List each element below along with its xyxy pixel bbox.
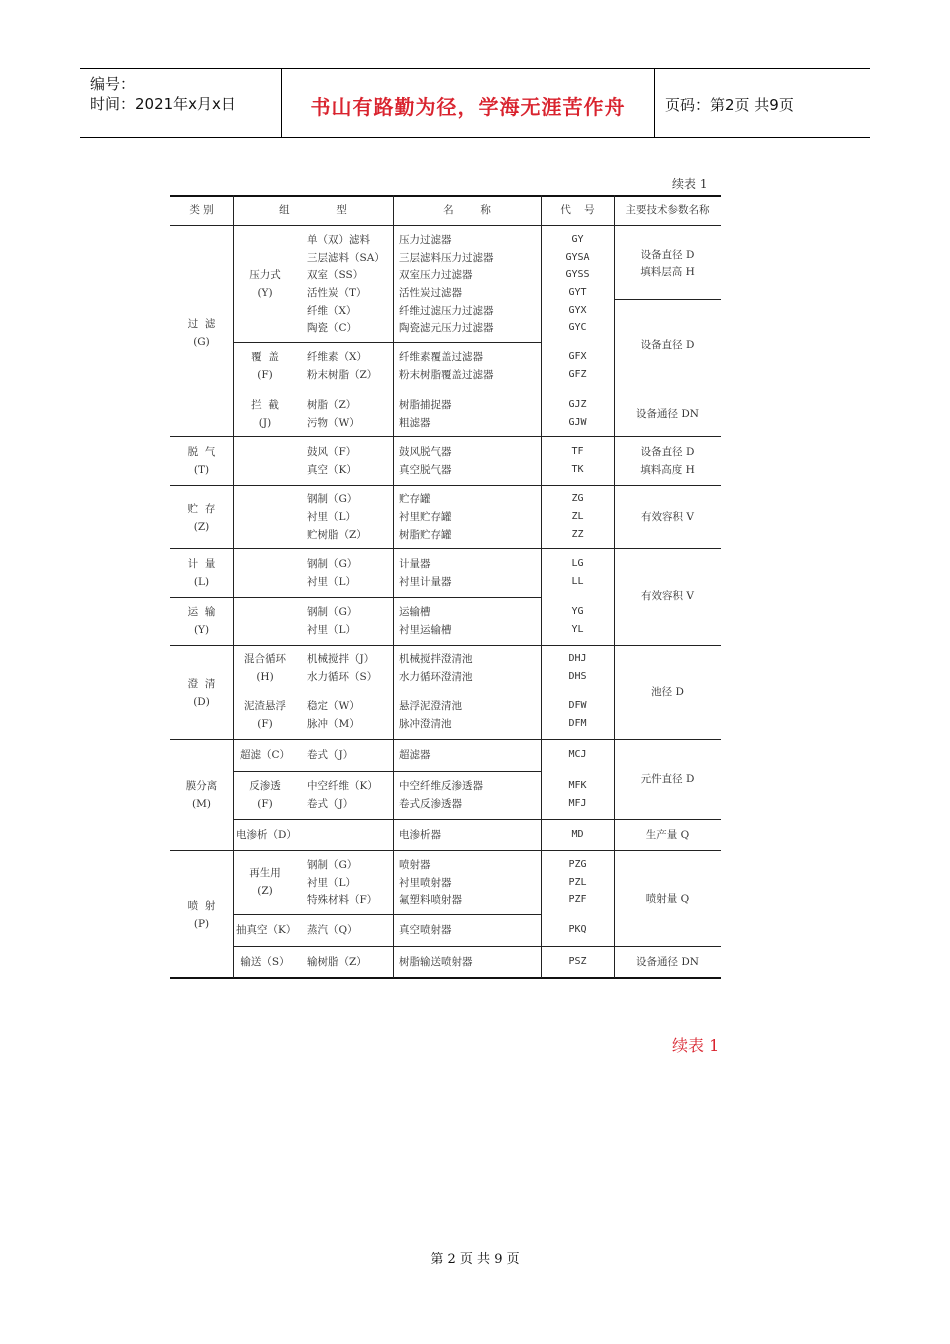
- category-name: 喷 射: [187, 900, 216, 912]
- row-type: 树脂（Z）: [307, 399, 357, 411]
- row-name: 衬里喷射器: [399, 877, 452, 889]
- param-label: 设备直径 D: [640, 339, 695, 351]
- row-name: 水力循环澄清池: [399, 671, 473, 683]
- row-name: 悬浮泥澄清池: [399, 700, 462, 712]
- param-label: 设备直径 D: [640, 249, 695, 261]
- row-type: 活性炭（T）: [307, 287, 367, 299]
- column-header-group-type: 组 型: [279, 204, 347, 216]
- param-label: 填料层高 H: [640, 266, 695, 278]
- row-code: DHJ: [568, 653, 587, 664]
- row-type: 纤维素（X）: [307, 351, 367, 363]
- table-rule: [233, 914, 541, 915]
- row-code: MFJ: [568, 798, 587, 809]
- category-code: (Z): [193, 521, 210, 533]
- row-type: 粉末树脂（Z）: [307, 369, 378, 381]
- row-name: 衬里运输槽: [399, 624, 452, 636]
- row-name: 纤维过滤压力过滤器: [399, 305, 494, 317]
- category-name: 膜分离: [185, 780, 218, 792]
- row-name: 压力过滤器: [399, 234, 452, 246]
- row-code: PZL: [568, 877, 587, 888]
- row-code: GFZ: [568, 369, 587, 380]
- row-type: 三层滤料（SA）: [307, 252, 385, 264]
- group-code: (F): [257, 369, 273, 381]
- row-type: 真空（K）: [307, 464, 357, 476]
- row-type: 鼓风（F）: [307, 446, 357, 458]
- row-code: MFK: [568, 780, 587, 791]
- group-name: 输送（S）: [240, 956, 290, 968]
- row-type: 钢制（G）: [307, 558, 358, 570]
- category-name: 过 滤: [187, 318, 216, 330]
- param-label: 元件直径 D: [640, 773, 695, 785]
- row-type: 衬里（L）: [307, 511, 356, 523]
- row-name: 粗滤器: [399, 417, 431, 429]
- column-header-category: 类 别: [189, 204, 214, 216]
- row-type: 衬里（L）: [307, 624, 356, 636]
- equipment-code-table: [170, 0, 721, 1344]
- group-name: 泥渣悬浮: [244, 700, 286, 712]
- row-code: PKQ: [568, 924, 587, 935]
- group-code: (F): [257, 798, 273, 810]
- category-name: 贮 存: [187, 503, 216, 515]
- row-name: 衬里计量器: [399, 576, 452, 588]
- category-name: 澄 清: [187, 678, 216, 690]
- row-code: PZG: [568, 859, 587, 870]
- group-name: 抽真空（K）: [236, 924, 297, 936]
- row-name: 双室压力过滤器: [399, 269, 473, 281]
- category-code: (Y): [193, 624, 210, 636]
- row-name: 贮存罐: [399, 493, 431, 505]
- row-code: GYSA: [565, 252, 590, 263]
- category-code: (M): [192, 798, 211, 810]
- row-name: 电渗析器: [399, 829, 441, 841]
- row-type: 贮树脂（Z）: [307, 529, 367, 541]
- row-code: PZF: [568, 894, 587, 905]
- row-code: MCJ: [568, 749, 587, 760]
- group-name: 反渗透: [249, 780, 281, 792]
- group-code: (J): [258, 417, 272, 429]
- row-code: GYT: [568, 287, 587, 298]
- row-code: YL: [571, 624, 584, 635]
- document-time-label: 时间：2021年x月x日: [90, 95, 236, 113]
- category-code: (P): [193, 918, 210, 930]
- row-type: 蒸汽（Q）: [307, 924, 358, 936]
- row-type: 特殊材料（F）: [307, 894, 378, 906]
- table-column-rule: [233, 195, 234, 978]
- row-code: ZL: [571, 511, 584, 522]
- row-name: 鼓风脱气器: [399, 446, 452, 458]
- category-code: (G): [193, 336, 210, 348]
- row-type: 陶瓷（C）: [307, 322, 358, 334]
- row-name: 中空纤维反渗透器: [399, 780, 483, 792]
- row-type: 钢制（G）: [307, 859, 358, 871]
- row-name: 真空喷射器: [399, 924, 452, 936]
- row-type: 双室（SS）: [307, 269, 364, 281]
- row-code: GYSS: [565, 269, 590, 280]
- row-code: ZG: [571, 493, 584, 504]
- row-name: 三层滤料压力过滤器: [399, 252, 494, 264]
- row-name: 真空脱气器: [399, 464, 452, 476]
- row-name: 树脂输送喷射器: [399, 956, 473, 968]
- row-code: GYX: [568, 305, 587, 316]
- category-name: 计 量: [187, 558, 216, 570]
- table-rule: [170, 645, 721, 646]
- group-code: (H): [256, 671, 274, 683]
- row-name: 氟塑料喷射器: [399, 894, 462, 906]
- table-rule: [170, 548, 721, 549]
- column-header-name: 名 称: [443, 204, 491, 216]
- row-type: 卷式（J）: [307, 798, 354, 810]
- table-rule: [233, 771, 541, 772]
- table-rule: [170, 485, 721, 486]
- row-name: 卷式反渗透器: [399, 798, 462, 810]
- row-code: LL: [571, 576, 584, 587]
- row-name: 粉末树脂覆盖过滤器: [399, 369, 494, 381]
- group-name: 电渗析（D）: [236, 829, 297, 841]
- group-code: (Y): [257, 287, 273, 299]
- row-type: 水力循环（S）: [307, 671, 378, 683]
- row-name: 超滤器: [399, 749, 431, 761]
- table-rule: [233, 342, 541, 343]
- row-code: GYC: [568, 322, 587, 333]
- row-type: 污物（W）: [307, 417, 360, 429]
- table-rule: [170, 739, 721, 740]
- row-type: 单（双）滤料: [307, 234, 370, 246]
- row-name: 脉冲澄清池: [399, 718, 452, 730]
- row-name: 活性炭过滤器: [399, 287, 462, 299]
- row-name: 机械搅拌澄清池: [399, 653, 473, 665]
- param-label: 填料高度 H: [640, 464, 695, 476]
- param-label: 设备直径 D: [640, 446, 695, 458]
- table-top-rule: [170, 195, 721, 197]
- row-type: 输树脂（Z）: [307, 956, 367, 968]
- param-label: 生产量 Q: [645, 829, 690, 841]
- group-code: (F): [257, 718, 273, 730]
- group-name: 拦 截: [251, 399, 279, 411]
- group-name: 覆 盖: [251, 351, 279, 363]
- category-name: 脱 气: [187, 446, 216, 458]
- row-code: GFX: [568, 351, 587, 362]
- column-header-code: 代 号: [560, 204, 595, 216]
- row-code: GY: [571, 234, 584, 245]
- row-name: 喷射器: [399, 859, 431, 871]
- group-code: (Z): [257, 885, 273, 897]
- param-label: 设备通径 DN: [636, 408, 699, 420]
- param-label: 喷射量 Q: [645, 893, 690, 905]
- row-code: TK: [571, 464, 584, 475]
- row-type: 脉冲（M）: [307, 718, 360, 730]
- row-name: 运输槽: [399, 606, 431, 618]
- param-label: 有效容积 V: [641, 590, 694, 602]
- row-type: 稳定（W）: [307, 700, 360, 712]
- row-code: DFM: [568, 718, 587, 729]
- row-name: 树脂捕捉器: [399, 399, 452, 411]
- category-code: (L): [193, 576, 210, 588]
- row-name: 陶瓷滤元压力过滤器: [399, 322, 494, 334]
- table-rule: [170, 850, 721, 851]
- row-type: 衬里（L）: [307, 877, 356, 889]
- header-motto: 书山有路勤为径，学海无涯苦作舟: [310, 95, 626, 119]
- row-code: DHS: [568, 671, 587, 682]
- row-type: 卷式（J）: [307, 749, 354, 761]
- row-type: 中空纤维（K）: [307, 780, 378, 792]
- row-name: 树脂贮存罐: [399, 529, 452, 541]
- table-rule: [233, 819, 721, 820]
- table-rule: [614, 299, 721, 300]
- document-number-label: 编号：: [90, 75, 136, 93]
- row-name: 计量器: [399, 558, 431, 570]
- table-caption: 续表 1: [672, 177, 708, 191]
- row-code: TF: [571, 446, 584, 457]
- row-code: DFW: [568, 700, 587, 711]
- row-code: ZZ: [571, 529, 584, 540]
- row-name: 纤维素覆盖过滤器: [399, 351, 483, 363]
- category-code: (T): [193, 464, 210, 476]
- row-name: 衬里贮存罐: [399, 511, 452, 523]
- row-type: 纤维（X）: [307, 305, 357, 317]
- table-rule: [233, 946, 721, 947]
- table-header-rule: [170, 225, 721, 226]
- group-name: 压力式: [249, 269, 281, 281]
- row-type: 机械搅拌（J）: [307, 653, 375, 665]
- row-code: GJZ: [568, 399, 587, 410]
- column-header-params: 主要技术参数名称: [625, 204, 710, 216]
- row-code: GJW: [568, 417, 587, 428]
- param-label: 设备通径 DN: [636, 956, 699, 968]
- group-name: 混合循环: [244, 653, 286, 665]
- group-name: 超滤（C）: [239, 749, 291, 761]
- row-code: PSZ: [568, 956, 587, 967]
- table-bottom-rule: [170, 977, 721, 979]
- row-type: 钢制（G）: [307, 493, 358, 505]
- category-code: (D): [193, 696, 210, 708]
- row-code: LG: [571, 558, 584, 569]
- row-code: YG: [571, 606, 584, 617]
- group-name: 再生用: [249, 867, 281, 879]
- table-rule: [170, 436, 721, 437]
- header-page-info: 页码：第2页 共9页: [665, 96, 794, 114]
- category-name: 运 输: [187, 606, 216, 618]
- param-label: 有效容积 V: [641, 511, 694, 523]
- table-column-rule: [393, 195, 394, 978]
- row-type: 钢制（G）: [307, 606, 358, 618]
- table-rule: [170, 597, 541, 598]
- row-type: 衬里（L）: [307, 576, 356, 588]
- row-code: MD: [571, 829, 584, 840]
- param-label: 池径 D: [651, 686, 684, 698]
- page-footer: 第 2 页 共 9 页: [430, 1252, 520, 1267]
- continued-table-label: 续表 1: [672, 1036, 720, 1055]
